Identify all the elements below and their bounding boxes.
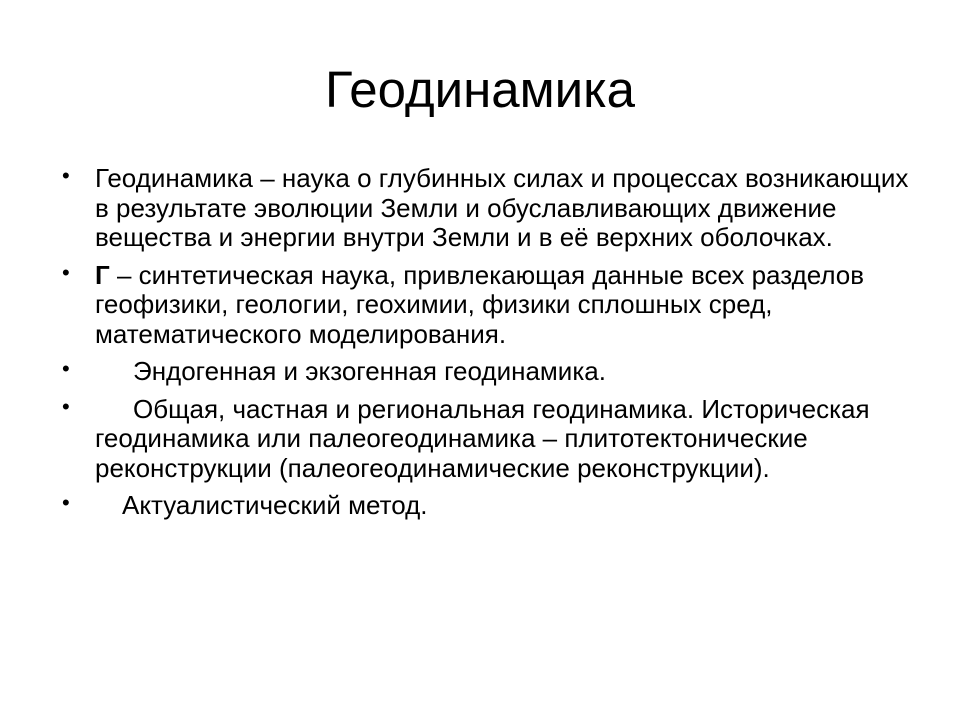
bullet-marker: •	[62, 393, 70, 419]
bullet-item-actualistic-method	[60, 491, 910, 521]
bullet-item-endogenous-exogenous	[60, 357, 910, 387]
bullet-text: Общая, частная и региональная геодинамика. Историческая геодинамика или палеогеодинамика – плитотектонические реконструкции (палеогеодинамические реконструкции).	[95, 393, 870, 483]
bullet-marker: •	[62, 356, 70, 381]
bullet-text: Актуалистический метод.	[122, 490, 428, 520]
slide-title: Геодинамика	[325, 61, 635, 118]
bullet-text: Эндогенная и экзогенная геодинамика.	[133, 356, 606, 386]
bullet-marker: •	[62, 163, 70, 188]
bullet-item-synthetic-science	[60, 261, 910, 350]
bullet-marker: •	[62, 490, 70, 515]
bullet-bold-lead: Г	[95, 259, 110, 290]
bullet-item-definition	[60, 164, 910, 253]
bullet-item-types-of-geodynamics	[60, 395, 910, 484]
bullet-text-container	[95, 261, 910, 350]
bullet-text: Геодинамика – наука о глубинных силах и процессах возникающих в результате эволюции Земли и обуславливающих движение вещества и энергии внутри Земли и в её верхних оболочках.	[95, 163, 909, 252]
bullet-list	[60, 164, 910, 529]
bullet-text: – синтетическая наука, привлекающая данные всех разделов геофизики, геологии, геохимии, физики сплошных сред, математического моделирования.	[95, 259, 865, 349]
bullet-marker: •	[62, 259, 70, 285]
